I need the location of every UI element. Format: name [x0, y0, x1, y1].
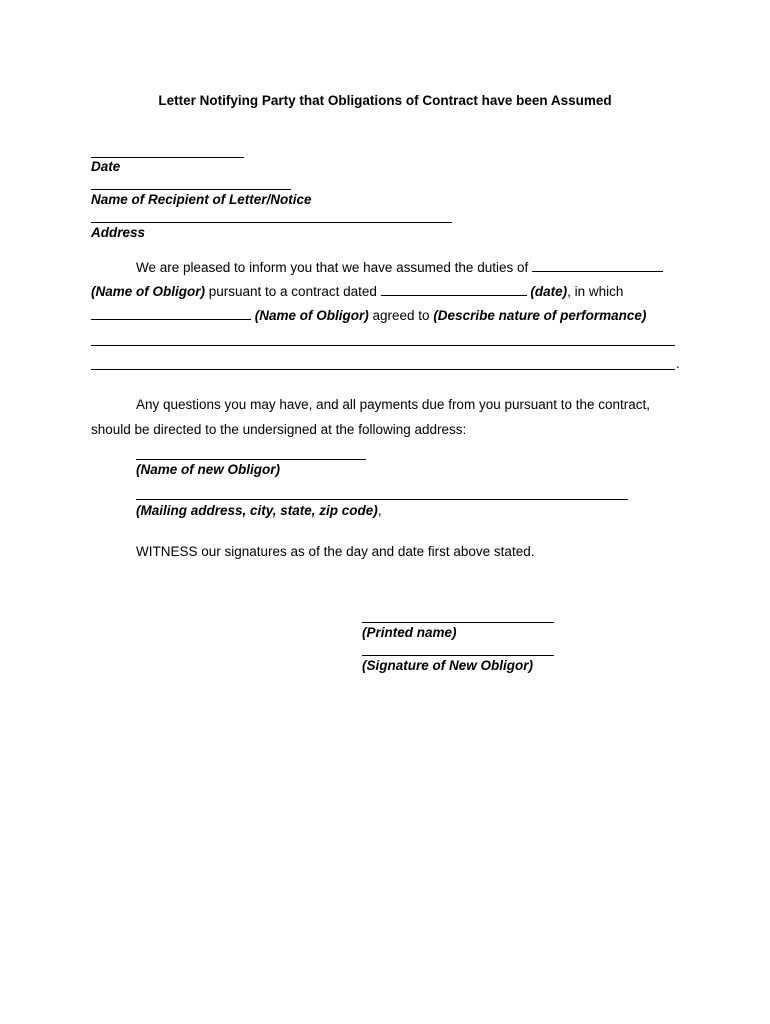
contract-dated-text: pursuant to a contract dated — [205, 284, 377, 299]
obligor-name-label-1: (Name of Obligor) — [91, 284, 205, 299]
witness-statement: WITNESS our signatures as of the day and date first above stated. — [136, 544, 535, 559]
address-line[interactable] — [91, 222, 452, 223]
mailing-address-line[interactable] — [136, 499, 628, 500]
signature-line[interactable] — [362, 655, 554, 656]
paragraph2-line1: Any questions you may have, and all payments due from you pursuant to the contract, — [136, 397, 651, 412]
paragraph1-line2 — [91, 282, 623, 299]
in-which-text: , in which — [567, 284, 624, 299]
printed-name-label: (Printed name) — [362, 625, 457, 640]
new-obligor-name-line[interactable] — [136, 459, 366, 460]
date-inline-label: (date) — [530, 284, 568, 299]
performance-line-2[interactable] — [91, 369, 675, 370]
contract-date-blank[interactable] — [381, 282, 527, 296]
describe-performance-label: (Describe nature of performance) — [433, 308, 647, 323]
paragraph1-line3 — [91, 306, 646, 323]
document-title: Letter Notifying Party that Obligations of Contract have been Assumed — [158, 93, 612, 108]
date-label: Date — [91, 159, 121, 174]
obligor-name-blank[interactable] — [91, 306, 251, 320]
obligor-name-label-2: (Name of Obligor) — [254, 308, 369, 323]
recipient-label: Name of Recipient of Letter/Notice — [91, 192, 312, 207]
agreed-to-text: agreed to — [368, 308, 434, 323]
paragraph1-line1-text: We are pleased to inform you that we have assumed the duties of — [136, 260, 529, 275]
mailing-address-row — [136, 503, 382, 518]
address-label: Address — [91, 225, 146, 240]
date-line[interactable] — [91, 157, 244, 158]
paragraph1-line1 — [136, 258, 663, 275]
printed-name-line[interactable] — [362, 622, 554, 623]
duties-of-blank[interactable] — [532, 258, 663, 272]
paragraph2-line2: should be directed to the undersigned at the following address: — [91, 422, 467, 437]
new-obligor-name-label: (Name of new Obligor) — [136, 462, 281, 477]
signature-label: (Signature of New Obligor) — [362, 658, 533, 673]
mailing-address-label: (Mailing address, city, state, zip code) — [136, 503, 378, 518]
performance-line-1[interactable] — [91, 345, 675, 346]
performance-period: . — [676, 356, 680, 371]
mailing-address-comma: , — [377, 503, 382, 518]
recipient-line[interactable] — [91, 189, 291, 190]
